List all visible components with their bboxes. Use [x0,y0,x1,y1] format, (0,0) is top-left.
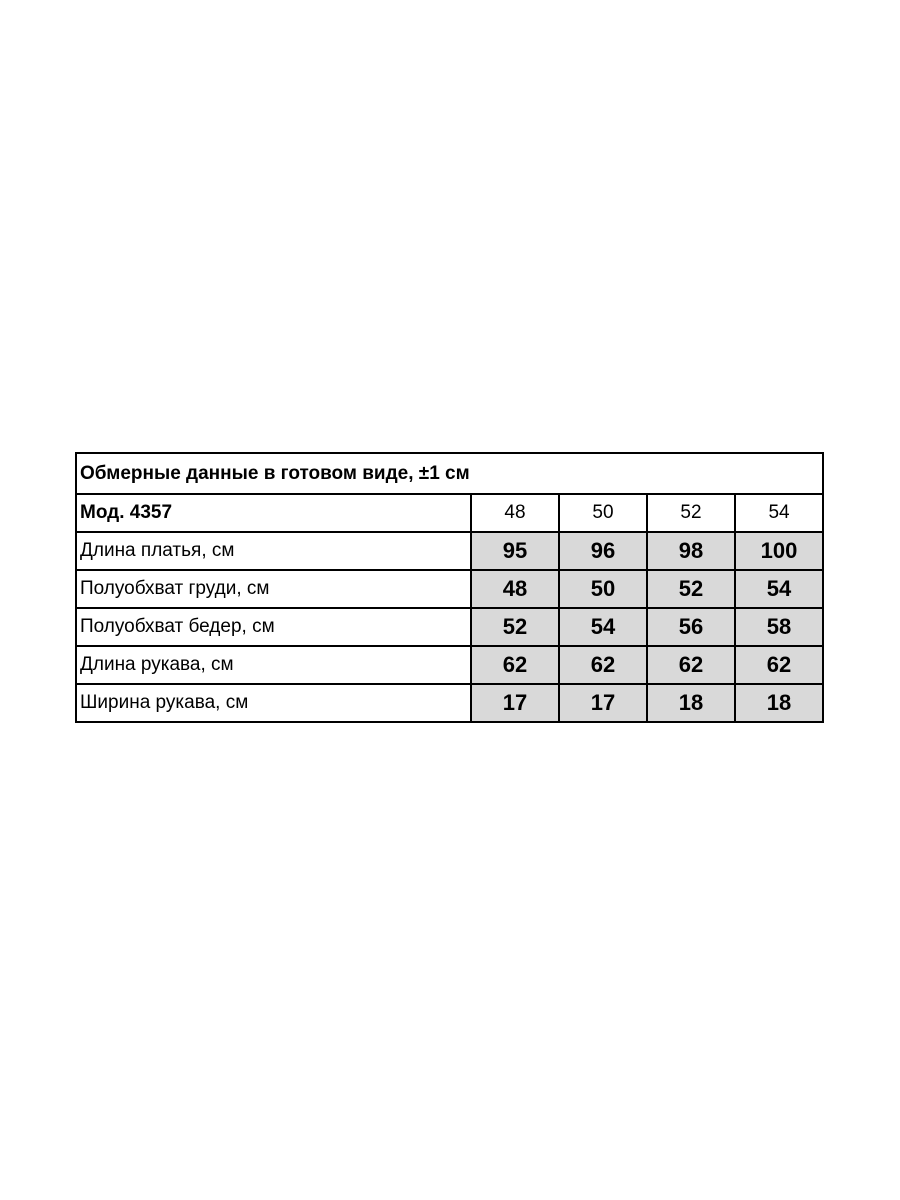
table-row [76,608,823,646]
value-cell: 96 [559,532,647,570]
value-cell: 52 [647,570,735,608]
model-label: Мод. 4357 [76,494,471,532]
row-label: Длина рукава, см [76,646,471,684]
value-cell: 58 [735,608,823,646]
value-cell: 98 [647,532,735,570]
table-row [76,570,823,608]
value-cell: 62 [735,646,823,684]
value-cell: 54 [559,608,647,646]
size-header: 50 [559,494,647,532]
table-title: Обмерные данные в готовом виде, ±1 см [76,453,823,494]
table-row [76,646,823,684]
size-header: 48 [471,494,559,532]
header-row [76,494,823,532]
value-cell: 52 [471,608,559,646]
value-cell: 50 [559,570,647,608]
table-row [76,532,823,570]
value-cell: 48 [471,570,559,608]
value-cell: 56 [647,608,735,646]
value-cell: 62 [647,646,735,684]
value-cell: 100 [735,532,823,570]
size-chart-table [75,452,824,723]
value-cell: 62 [471,646,559,684]
value-cell: 54 [735,570,823,608]
row-label: Полуобхват бедер, см [76,608,471,646]
value-cell: 95 [471,532,559,570]
value-cell: 17 [471,684,559,722]
size-header: 54 [735,494,823,532]
value-cell: 18 [735,684,823,722]
value-cell: 62 [559,646,647,684]
size-header: 52 [647,494,735,532]
row-label: Длина платья, см [76,532,471,570]
value-cell: 18 [647,684,735,722]
table-row [76,684,823,722]
title-row [76,453,823,494]
row-label: Ширина рукава, см [76,684,471,722]
row-label: Полуобхват груди, см [76,570,471,608]
value-cell: 17 [559,684,647,722]
